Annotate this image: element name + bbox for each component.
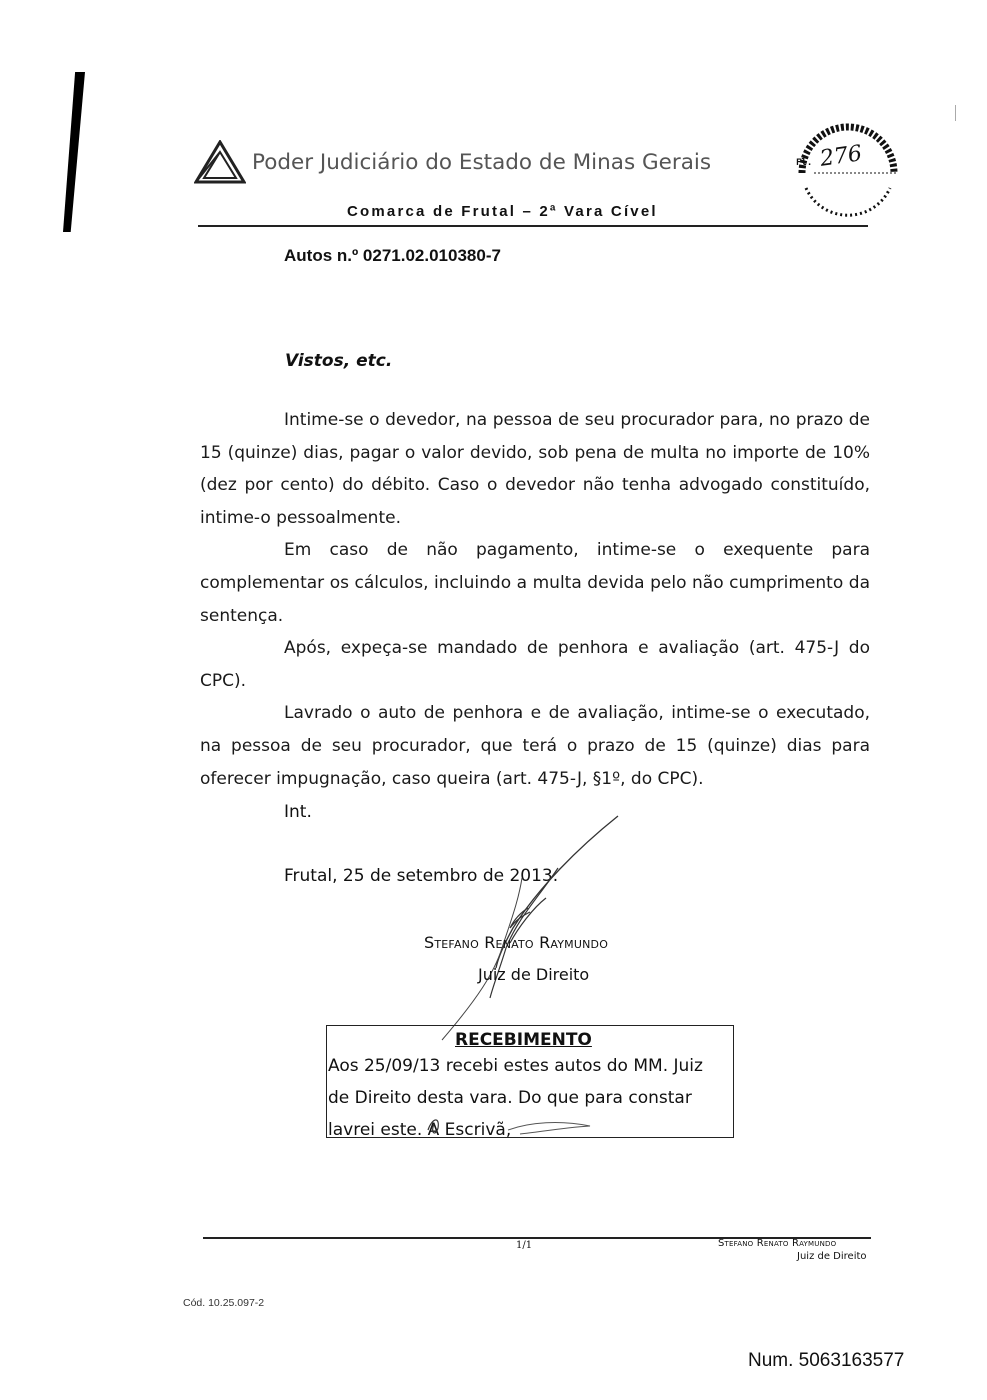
case-number: Autos n.º 0271.02.010380-7 [284,246,501,265]
scan-speck [955,105,956,121]
decision-body [200,404,870,795]
judge-name: Stefano Renato Raymundo [424,933,609,952]
page-stamp [788,118,908,228]
comarca-title: Comarca de Frutal – 2ª Vara Cível [347,203,658,220]
judge-title: Juiz de Direito [478,965,590,984]
recebimento-line-3: lavrei este. A Escrivã, [328,1120,512,1140]
court-name: Poder Judiciário do Estado de Minas Gerais [252,150,712,175]
stamp-page-number: 276 [818,141,864,172]
paragraph-3: Após, expeça-se mandado de penhora e avaliação (art. 475-J do CPC). [200,638,870,691]
footer-judge-name: Stefano Renato Raymundo [718,1238,837,1249]
paragraph-4: Lavrado o auto de penhora e de avaliação, intime-se o executado, na pessoa de seu procurador, que terá o prazo de 15 (quinze) dias para oferecer impugnação, caso queira (art. 475-J, §1º, do CPC). [200,703,870,789]
stamp-label: Fl. [796,158,813,168]
page-number: 1/1 [516,1240,533,1251]
scan-edge-mark [63,72,85,232]
stamp-ring-icon [788,118,908,228]
recebimento-line-2: de Direito desta vara. Do que para constar [328,1088,692,1108]
recebimento-line-1: Aos 25/09/13 recebi estes autos do MM. Juiz [328,1056,703,1076]
recebimento-title: RECEBIMENTO [455,1030,592,1050]
handwritten-signature [418,808,628,1048]
header-divider [198,225,868,227]
court-logo-icon [194,140,246,184]
closing-int: Int. [284,802,312,822]
paragraph-2: Em caso de não pagamento, intime-se o exequente para complementar os cálculos, incluindo a multa devida pelo não cumprimento da sentença. [200,540,870,626]
clerk-initials-scribble [420,1108,600,1142]
opening-phrase: Vistos, etc. [285,351,393,371]
place-and-date: Frutal, 25 de setembro de 2013. [284,866,559,886]
form-code: Cód. 10.25.097-2 [183,1297,265,1309]
paragraph-1: Intime-se o devedor, na pessoa de seu procurador para, no prazo de 15 (quinze) dias, pagar o valor devido, sob pena de multa no importe de 10% (dez por cento) do débito. Caso o devedor não tenha advogado constituído, intime-o pessoalmente. [200,410,870,528]
document-number: Num. 5063163577 [748,1350,905,1371]
footer-judge-title: Juiz de Direito [797,1251,867,1262]
